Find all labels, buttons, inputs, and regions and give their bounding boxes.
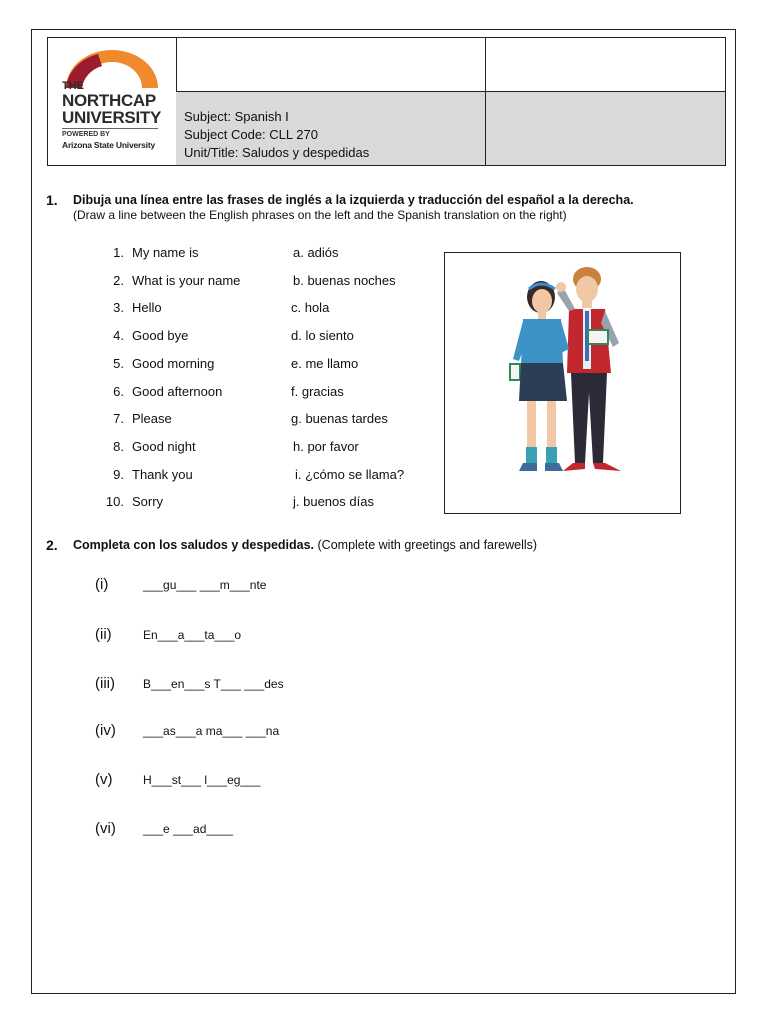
q2-heading-bold: Completa con los saludos y despedidas. <box>73 538 315 552</box>
english-phrase: Hello <box>132 300 162 316</box>
header-cell-top-middle <box>176 38 486 92</box>
english-phrase: Good bye <box>132 328 189 344</box>
matching-row-number: 6. <box>113 383 124 399</box>
spanish-phrase: h. por favor <box>293 438 359 454</box>
blank-word: H___st___ l___eg___ <box>143 773 261 787</box>
subject-code-line: Subject Code: CLL 270 <box>184 127 318 142</box>
english-phrase: Please <box>132 411 172 427</box>
q1-number: 1. <box>46 192 58 208</box>
logo-northcap: NORTHCAP <box>62 91 156 110</box>
spanish-phrase: a. adiós <box>293 245 339 260</box>
two-students-illustration <box>444 252 681 514</box>
subject-line: Subject: Spanish I <box>184 109 289 124</box>
q1-heading: Dibuja una línea entre las frases de inglés a la izquierda y traducción del español a la derecha. <box>73 193 634 207</box>
header-table <box>47 37 726 166</box>
matching-row-number: 4. <box>113 328 124 344</box>
q2-number: 2. <box>46 537 58 553</box>
spanish-phrase: g. buenas tardes <box>291 411 388 427</box>
spanish-phrase: j. buenos días <box>293 494 374 510</box>
logo-university: UNIVERSITY <box>62 108 162 127</box>
matching-row-number: 2. <box>113 272 124 288</box>
q1-subheading: (Draw a line between the English phrases on the left and the Spanish translation on the right) <box>73 208 567 222</box>
spanish-phrase: e. me llamo <box>291 355 359 371</box>
english-phrase: Sorry <box>132 494 164 510</box>
spanish-phrase: d. lo siento <box>291 328 354 344</box>
unit-title-line: Unit/Title: Saludos y despedidas <box>184 145 370 160</box>
q2-heading-rest: (Complete with greetings and farewells) <box>314 538 538 552</box>
logo-asu: Arizona State University <box>62 140 155 150</box>
english-phrase: My name is <box>132 245 199 260</box>
matching-row-number: 8. <box>113 438 124 454</box>
blank-word: ___gu___ ___m___nte <box>143 578 267 592</box>
english-phrase: Good night <box>132 438 196 454</box>
header-cell-top-right <box>486 38 725 92</box>
matching-row-number: 10. <box>105 494 124 510</box>
roman-numeral: (ii) <box>95 626 112 643</box>
matching-row-number: 1. <box>113 245 124 260</box>
spanish-phrase: i. ¿cómo se llama? <box>295 466 405 482</box>
roman-numeral: (vi) <box>95 820 116 837</box>
header-subject-info <box>176 92 486 165</box>
roman-numeral: (i) <box>95 576 109 593</box>
english-phrase: Good afternoon <box>132 383 223 399</box>
header-cell-bottom-right <box>486 92 725 165</box>
logo-powered-by: POWERED BY <box>62 131 110 138</box>
q2-heading <box>73 538 537 552</box>
matching-row-number: 7. <box>113 411 124 427</box>
matching-row-number: 5. <box>113 355 124 371</box>
spanish-phrase: f. gracias <box>291 383 344 399</box>
logo-the: THE <box>62 80 84 92</box>
spanish-phrase: b. buenas noches <box>293 272 396 288</box>
matching-list <box>100 245 430 515</box>
blank-word: En___a___ta___o <box>143 628 242 642</box>
university-logo <box>48 38 177 165</box>
logo-divider <box>62 128 158 129</box>
roman-numeral: (v) <box>95 771 113 788</box>
english-phrase: Thank you <box>132 466 193 482</box>
matching-row-number: 9. <box>113 466 124 482</box>
students-illustration-icon <box>445 253 680 513</box>
blank-word: ___as___a ma___ ___na <box>143 724 280 738</box>
english-phrase: Good morning <box>132 355 215 371</box>
roman-numeral: (iii) <box>95 675 115 692</box>
spanish-phrase: c. hola <box>291 300 330 316</box>
matching-row-number: 3. <box>113 300 124 316</box>
roman-numeral: (iv) <box>95 722 116 739</box>
blank-word: ___e ___ad____ <box>143 822 234 836</box>
blank-word: B___en___s T___ ___des <box>143 677 284 691</box>
english-phrase: What is your name <box>132 272 241 288</box>
